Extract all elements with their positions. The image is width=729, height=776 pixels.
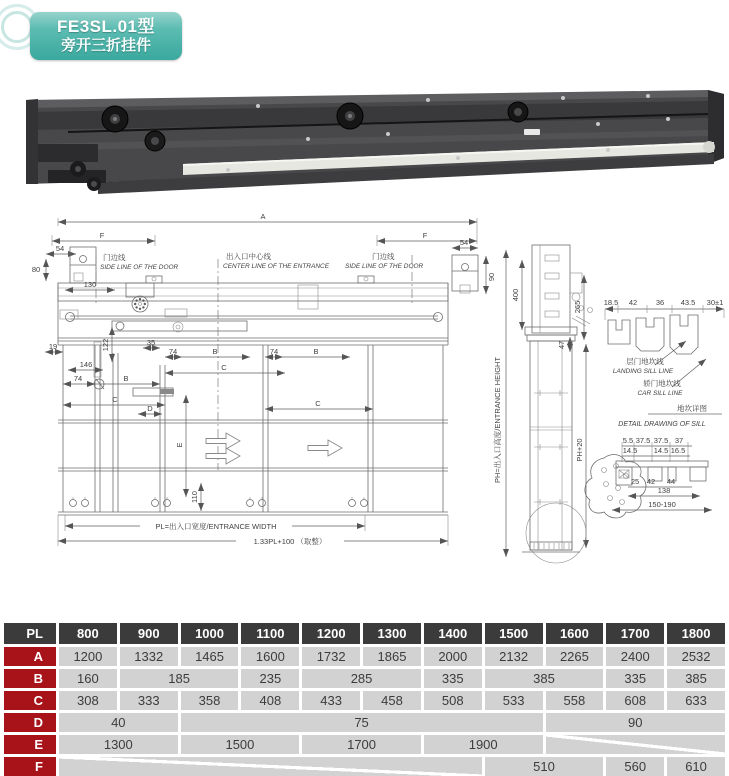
spec-table — [1, 620, 728, 776]
sec-dim-37-5a: 37.5 — [635, 436, 651, 445]
cell-B-2: 235 — [241, 669, 299, 688]
dim-ph20-label: PH+20 — [575, 438, 584, 462]
cell-E-4 — [546, 735, 726, 754]
landing-sill-en: LANDING SILL LINE — [612, 368, 674, 375]
dim-e-label: E — [175, 442, 184, 448]
dim-b-left-label: B — [123, 374, 129, 383]
cell-A-6: 2000 — [424, 647, 482, 666]
dim-a-label: A — [260, 212, 266, 221]
col-header-PL: PL — [4, 623, 56, 644]
dim-74-left-label: 74 — [73, 374, 83, 383]
dim-d-label: D — [147, 404, 153, 413]
cell-C-3: 408 — [241, 691, 299, 710]
table-row-D — [4, 713, 725, 732]
cell-A-2: 1465 — [181, 647, 239, 666]
col-header-1000: 1000 — [181, 623, 239, 644]
sill-dim-30: 30±1 — [706, 298, 724, 307]
cell-B-4: 335 — [424, 669, 482, 688]
cell-A-8: 2265 — [546, 647, 604, 666]
cell-D-2: 90 — [546, 713, 726, 732]
car-sill-en: CAR SILL LINE — [637, 390, 683, 397]
landing-sill-cn: 层门地坎线 — [626, 357, 664, 366]
dim-f-right-label: F — [422, 231, 428, 240]
sill-dim-43-5: 43.5 — [680, 298, 696, 307]
dim-265-label: 265 — [573, 300, 582, 314]
cell-A-3: 1600 — [241, 647, 299, 666]
drive-motor — [126, 283, 154, 312]
sec-dim-42: 42 — [646, 477, 656, 486]
bracket-plate — [585, 455, 646, 518]
col-header-1500: 1500 — [485, 623, 543, 644]
header-row — [4, 623, 725, 644]
row-label-B: B — [4, 669, 56, 688]
sec-dim-14-5a: 14.5 — [622, 446, 638, 455]
sec-dim-37-5b: 37.5 — [653, 436, 669, 445]
sill-cross-section — [585, 436, 712, 518]
model-name: 旁开三折挂件 — [60, 37, 151, 54]
sill-detail-title-cn: 地坎详图 — [677, 404, 707, 413]
sec-dim-14-5b: 14.5 — [653, 446, 669, 455]
cell-C-2: 358 — [181, 691, 239, 710]
col-header-1600: 1600 — [546, 623, 604, 644]
sill-dim-42: 42 — [628, 298, 638, 307]
sill-detail — [604, 298, 724, 428]
dim-74-mid-label: 74 — [168, 347, 178, 356]
side-line-right-en: SIDE LINE OF THE DOOR — [345, 263, 424, 270]
dim-110-label: 110 — [190, 491, 199, 503]
side-line-left-en: SIDE LINE OF THE DOOR — [100, 264, 179, 271]
dim-f-left-label: F — [99, 231, 105, 240]
sec-dim-25: 25 — [630, 477, 640, 486]
sec-dim-16-5: 16.5 — [670, 446, 686, 455]
cell-B-3: 285 — [302, 669, 421, 688]
sill-hatch — [534, 543, 569, 549]
cell-A-10: 2532 — [667, 647, 725, 666]
dim-400-label: 400 — [511, 288, 520, 302]
cell-C-7: 533 — [485, 691, 543, 710]
sill-dim-18-5: 18.5 — [603, 298, 619, 307]
cell-B-0: 160 — [59, 669, 117, 688]
center-line-en: CENTER LINE OF THE ENTRANCE — [223, 263, 330, 270]
model-badge — [30, 12, 182, 60]
row-label-D: D — [4, 713, 56, 732]
dim-b-mid-label: B — [212, 347, 218, 356]
side-line-left-cn: 门边线 — [103, 253, 126, 262]
cell-E-1: 1500 — [181, 735, 300, 754]
col-header-1200: 1200 — [302, 623, 360, 644]
table-row-B — [4, 669, 725, 688]
col-header-1300: 1300 — [363, 623, 421, 644]
dim-130-label: 130 — [83, 280, 97, 289]
cell-C-4: 433 — [302, 691, 360, 710]
col-header-1100: 1100 — [241, 623, 299, 644]
cell-B-7: 385 — [667, 669, 725, 688]
cell-A-5: 1865 — [363, 647, 421, 666]
cell-C-6: 508 — [424, 691, 482, 710]
col-header-900: 900 — [120, 623, 178, 644]
row-label-C: C — [4, 691, 56, 710]
center-line-cn: 出入口中心线 — [226, 252, 271, 261]
side-section-view — [492, 245, 593, 563]
dim-c-left-label: C — [112, 395, 118, 404]
cell-C-0: 308 — [59, 691, 117, 710]
dim-54-left-label: 54 — [55, 244, 65, 253]
cell-F-2: 560 — [606, 757, 664, 776]
main-view — [32, 212, 496, 546]
cell-D-1: 75 — [181, 713, 543, 732]
car-sill-cn: 轿门地坎线 — [643, 379, 681, 388]
cell-C-5: 458 — [363, 691, 421, 710]
cell-B-5: 385 — [485, 669, 604, 688]
dim-47-label: 47 — [557, 340, 566, 350]
entrance-height-label: PH=出入口高度/ENTRANCE HEIGHT — [493, 356, 502, 484]
sec-dim-5-5: 5.5 — [622, 436, 634, 445]
row-label-A: A — [4, 647, 56, 666]
overall-width-label: 1.33PL+100 （取整） — [253, 537, 327, 546]
cell-A-0: 1200 — [59, 647, 117, 666]
cell-B-6: 335 — [606, 669, 664, 688]
table-row-A — [4, 647, 725, 666]
cell-C-1: 333 — [120, 691, 178, 710]
dim-19-label: 19 — [48, 342, 58, 351]
sec-dim-138: 138 — [657, 486, 671, 495]
cell-A-9: 2400 — [606, 647, 664, 666]
table-row-C — [4, 691, 725, 710]
dim-b-right-label: B — [313, 347, 319, 356]
entrance-width-label: PL=出入口宽度/ENTRANCE WIDTH — [155, 522, 277, 531]
col-header-1400: 1400 — [424, 623, 482, 644]
cell-C-9: 608 — [606, 691, 664, 710]
side-line-right-cn: 门边线 — [372, 252, 395, 261]
direction-arrows — [206, 433, 342, 464]
dim-54-right-label: 54 — [459, 238, 469, 247]
table-row-E — [4, 735, 725, 754]
cell-C-10: 633 — [667, 691, 725, 710]
cell-F-0 — [59, 757, 482, 776]
row-label-F: F — [4, 757, 56, 776]
panel-ties — [530, 390, 572, 505]
dim-74-right-label: 74 — [269, 347, 279, 356]
dim-35-label: 35 — [146, 338, 156, 347]
cell-A-4: 1732 — [302, 647, 360, 666]
sec-dim-range: 150-190 — [648, 500, 676, 509]
cell-E-3: 1900 — [424, 735, 543, 754]
dim-c-right-label: C — [315, 399, 321, 408]
cell-B-1: 185 — [120, 669, 239, 688]
cell-C-8: 558 — [546, 691, 604, 710]
sill-dim-36: 36 — [655, 298, 665, 307]
sill-detail-title-en: DETAIL DRAWING OF SILL — [618, 421, 706, 428]
cell-E-0: 1300 — [59, 735, 178, 754]
row-label-E: E — [4, 735, 56, 754]
col-header-800: 800 — [59, 623, 117, 644]
cell-A-1: 1332 — [120, 647, 178, 666]
col-header-1800: 1800 — [667, 623, 725, 644]
sec-dim-37: 37 — [674, 436, 684, 445]
dim-80-label: 80 — [31, 265, 41, 274]
sec-dim-44: 44 — [666, 477, 676, 486]
cell-D-0: 40 — [59, 713, 178, 732]
model-number: FE3SL.01型 — [56, 17, 156, 36]
cell-A-7: 2132 — [485, 647, 543, 666]
cell-E-2: 1700 — [302, 735, 421, 754]
dim-c-mid-label: C — [221, 363, 227, 372]
dim-146-label: 146 — [79, 360, 93, 369]
dim-90-label: 90 — [487, 272, 496, 282]
col-header-1700: 1700 — [606, 623, 664, 644]
table-row-F — [4, 757, 725, 776]
sill-rollers — [70, 497, 368, 507]
cell-F-3: 610 — [667, 757, 725, 776]
dim-122-label: 122 — [101, 338, 110, 352]
cell-F-1: 510 — [485, 757, 604, 776]
